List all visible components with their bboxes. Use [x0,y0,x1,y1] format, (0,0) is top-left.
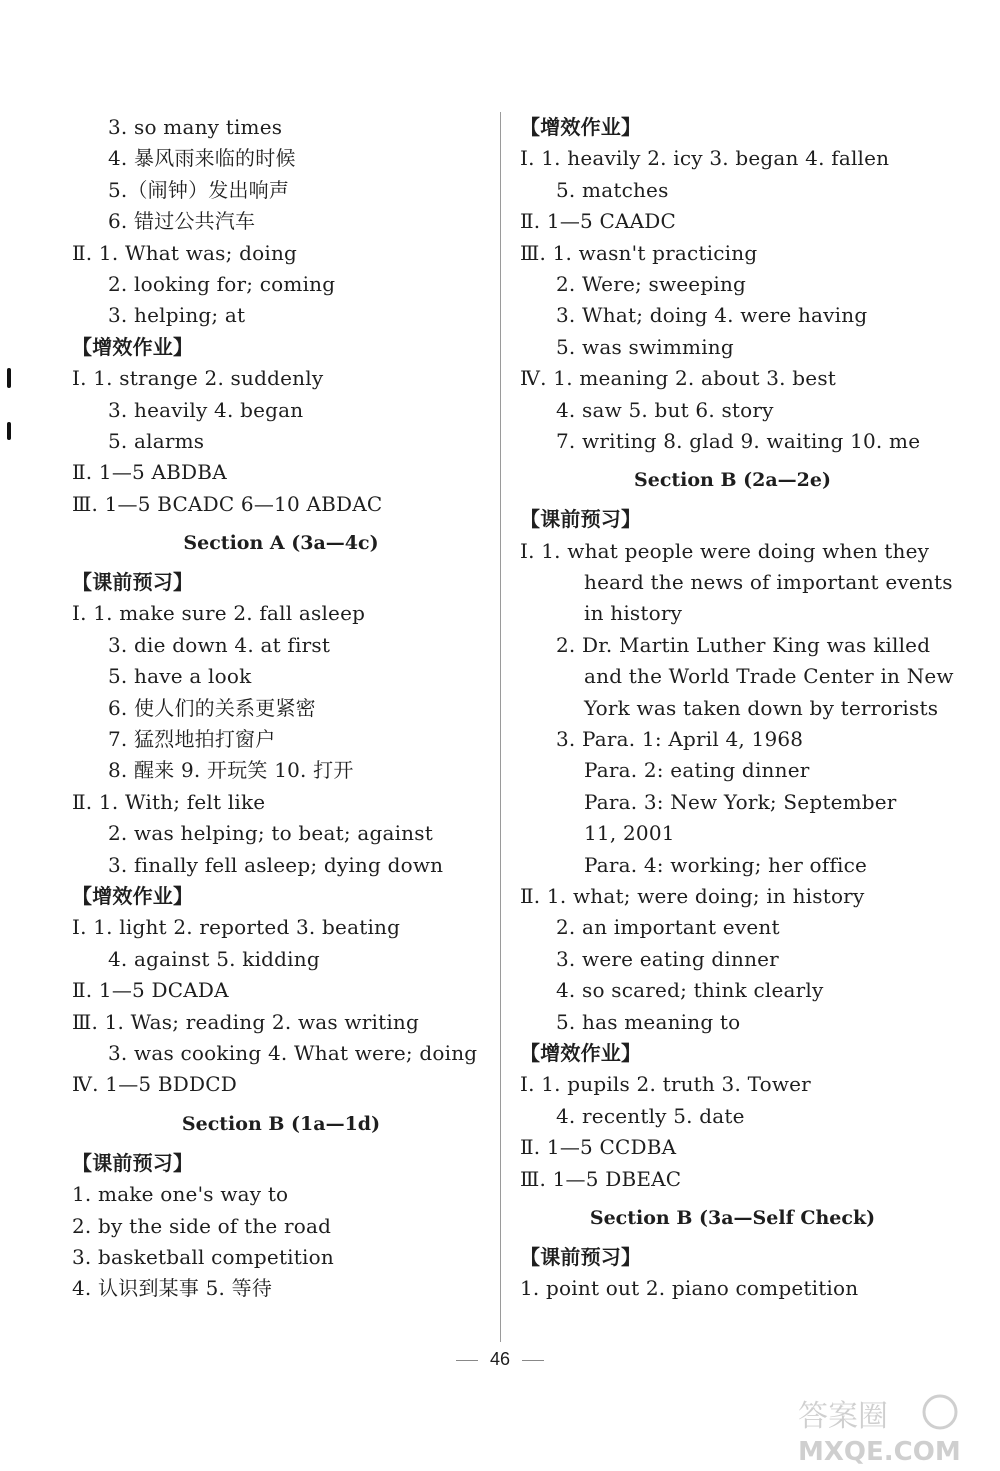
answer-line: Para. 4: working; her office [584,852,868,877]
answer-line: Ⅲ. 1. Was; reading 2. was writing [72,1009,420,1034]
answer-line: 2. Dr. Martin Luther King was killed [556,632,931,657]
answer-line: 2. Were; sweeping [556,271,747,296]
answer-line: 11, 2001 [584,821,675,846]
watermark-url: MXQE.COM [798,1437,961,1467]
answer-line: 4. so scared; think clearly [556,978,824,1003]
answer-line: 3. Para. 1: April 4, 1968 [556,727,804,752]
section-title: Section B (1a—1d) [181,1112,381,1135]
watermark-logo-text: 答案圈 [798,1399,888,1434]
footer-dash [522,1360,544,1361]
answer-line: Ⅲ. 1. wasn't practicing [520,240,758,265]
answer-line: 2. looking for; coming [108,271,336,296]
answer-line: Ⅰ. 1. light 2. reported 3. beating [72,915,401,940]
answer-line: 2. by the side of the road [72,1213,332,1238]
right-column [520,112,954,1305]
answer-line: 5. have a look [108,664,252,689]
answer-line: 7. 猛烈地拍打窗户 [108,727,276,752]
subsection-heading: 【增效作业】 [520,115,642,139]
answer-line: York was taken down by terrorists [584,695,939,720]
answer-line: 2. an important event [556,915,780,940]
answer-line: Ⅱ. 1—5 CCDBA [520,1135,677,1160]
subsection-heading: 【课前预习】 [72,570,194,595]
answer-line: 3. helping; at [108,303,246,328]
answer-line: 1. point out 2. piano competition [520,1276,859,1301]
answer-line: 3. were eating dinner [556,946,779,971]
subsection-heading: 【课前预习】 [520,507,642,532]
answer-line: in history [584,601,683,626]
subsection-heading: 【增效作业】 [520,1040,642,1065]
subsection-heading: 【增效作业】 [72,883,194,908]
section-title: Section B (3a—Self Check) [589,1206,876,1229]
answer-line: Ⅰ. 1. heavily 2. icy 3. began 4. fallen [520,146,890,171]
answer-line: Ⅰ. 1. pupils 2. truth 3. Tower [520,1072,811,1097]
answer-line: 6. 错过公共汽车 [108,209,256,234]
answer-line: Ⅱ. 1. What was; doing [72,240,298,265]
answer-line: 4. 暴风雨来临的时候 [108,146,296,171]
answer-line: Para. 2: eating dinner [584,758,810,783]
answer-line: Para. 3: New York; September [584,789,897,814]
answer-line: Ⅱ. 1. what; were doing; in history [520,883,865,908]
answer-line: 8. 醒来 9. 开玩笑 10. 打开 [108,758,354,783]
subsection-heading: 【增效作业】 [72,334,194,359]
subsection-heading: 【课前预习】 [72,1150,194,1175]
answer-line: 4. against 5. kidding [108,946,320,971]
answer-line: Ⅳ. 1—5 BDDCD [72,1072,238,1097]
answer-line: Ⅳ. 1. meaning 2. about 3. best [520,366,837,391]
answer-line: Ⅱ. 1. With; felt like [72,789,266,814]
answer-line: Ⅰ. 1. strange 2. suddenly [72,366,324,391]
answer-line: Ⅲ. 1—5 DBEAC [520,1166,682,1191]
answer-line: 5. matches [556,177,669,202]
section-title: Section B (2a—2e) [634,469,831,492]
answer-line: 4. 认识到某事 5. 等待 [72,1276,273,1301]
answer-line: 3. die down 4. at first [108,632,331,657]
answer-line: 3. finally fell asleep; dying down [108,852,444,877]
answer-line: 6. 使人们的关系更紧密 [108,695,316,720]
answer-line: 5. alarms [108,428,205,453]
answer-line: 3. so many times [108,115,283,139]
answer-line: 3. basketball competition [72,1244,334,1269]
section-title: Section A (3a—4c) [183,532,379,555]
answer-line: 4. recently 5. date [556,1103,745,1128]
answer-line: 7. writing 8. glad 9. waiting 10. me [556,428,921,453]
answer-line: 5. has meaning to [556,1009,741,1034]
answer-line: Ⅱ. 1—5 DCADA [72,978,229,1003]
left-column [72,112,490,1305]
answer-line: 3. was cooking 4. What were; doing [108,1040,478,1065]
footer-dash [456,1360,478,1361]
answer-line: Ⅱ. 1—5 CAADC [520,209,677,234]
answer-line: Ⅲ. 1—5 BCADC 6—10 ABDAC [72,491,383,516]
answer-line: heard the news of important events [584,570,953,595]
answer-line: Ⅰ. 1. what people were doing when they [520,538,930,563]
answer-line: Ⅱ. 1—5 ABDBA [72,460,227,485]
answer-line: and the World Trade Center in New [584,664,954,689]
answer-line: Ⅰ. 1. make sure 2. fall asleep [72,601,366,626]
page-number-footer [0,1349,1000,1370]
page-number: 46 [489,1349,511,1369]
answer-line: 3. What; doing 4. were having [556,303,868,328]
answer-line: 4. saw 5. but 6. story [556,397,774,422]
subsection-heading: 【课前预习】 [520,1244,642,1269]
scan-mark [7,422,11,440]
answer-line: 5.（闹钟）发出响声 [108,177,290,202]
answer-line: 3. heavily 4. began [108,397,304,422]
answer-line: 2. was helping; to beat; against [108,821,433,846]
watermark-logo [790,1392,990,1467]
column-divider [500,112,501,1342]
answer-line: 1. make one's way to [72,1182,289,1207]
scan-mark [7,368,11,388]
answer-line: 5. was swimming [556,334,734,359]
